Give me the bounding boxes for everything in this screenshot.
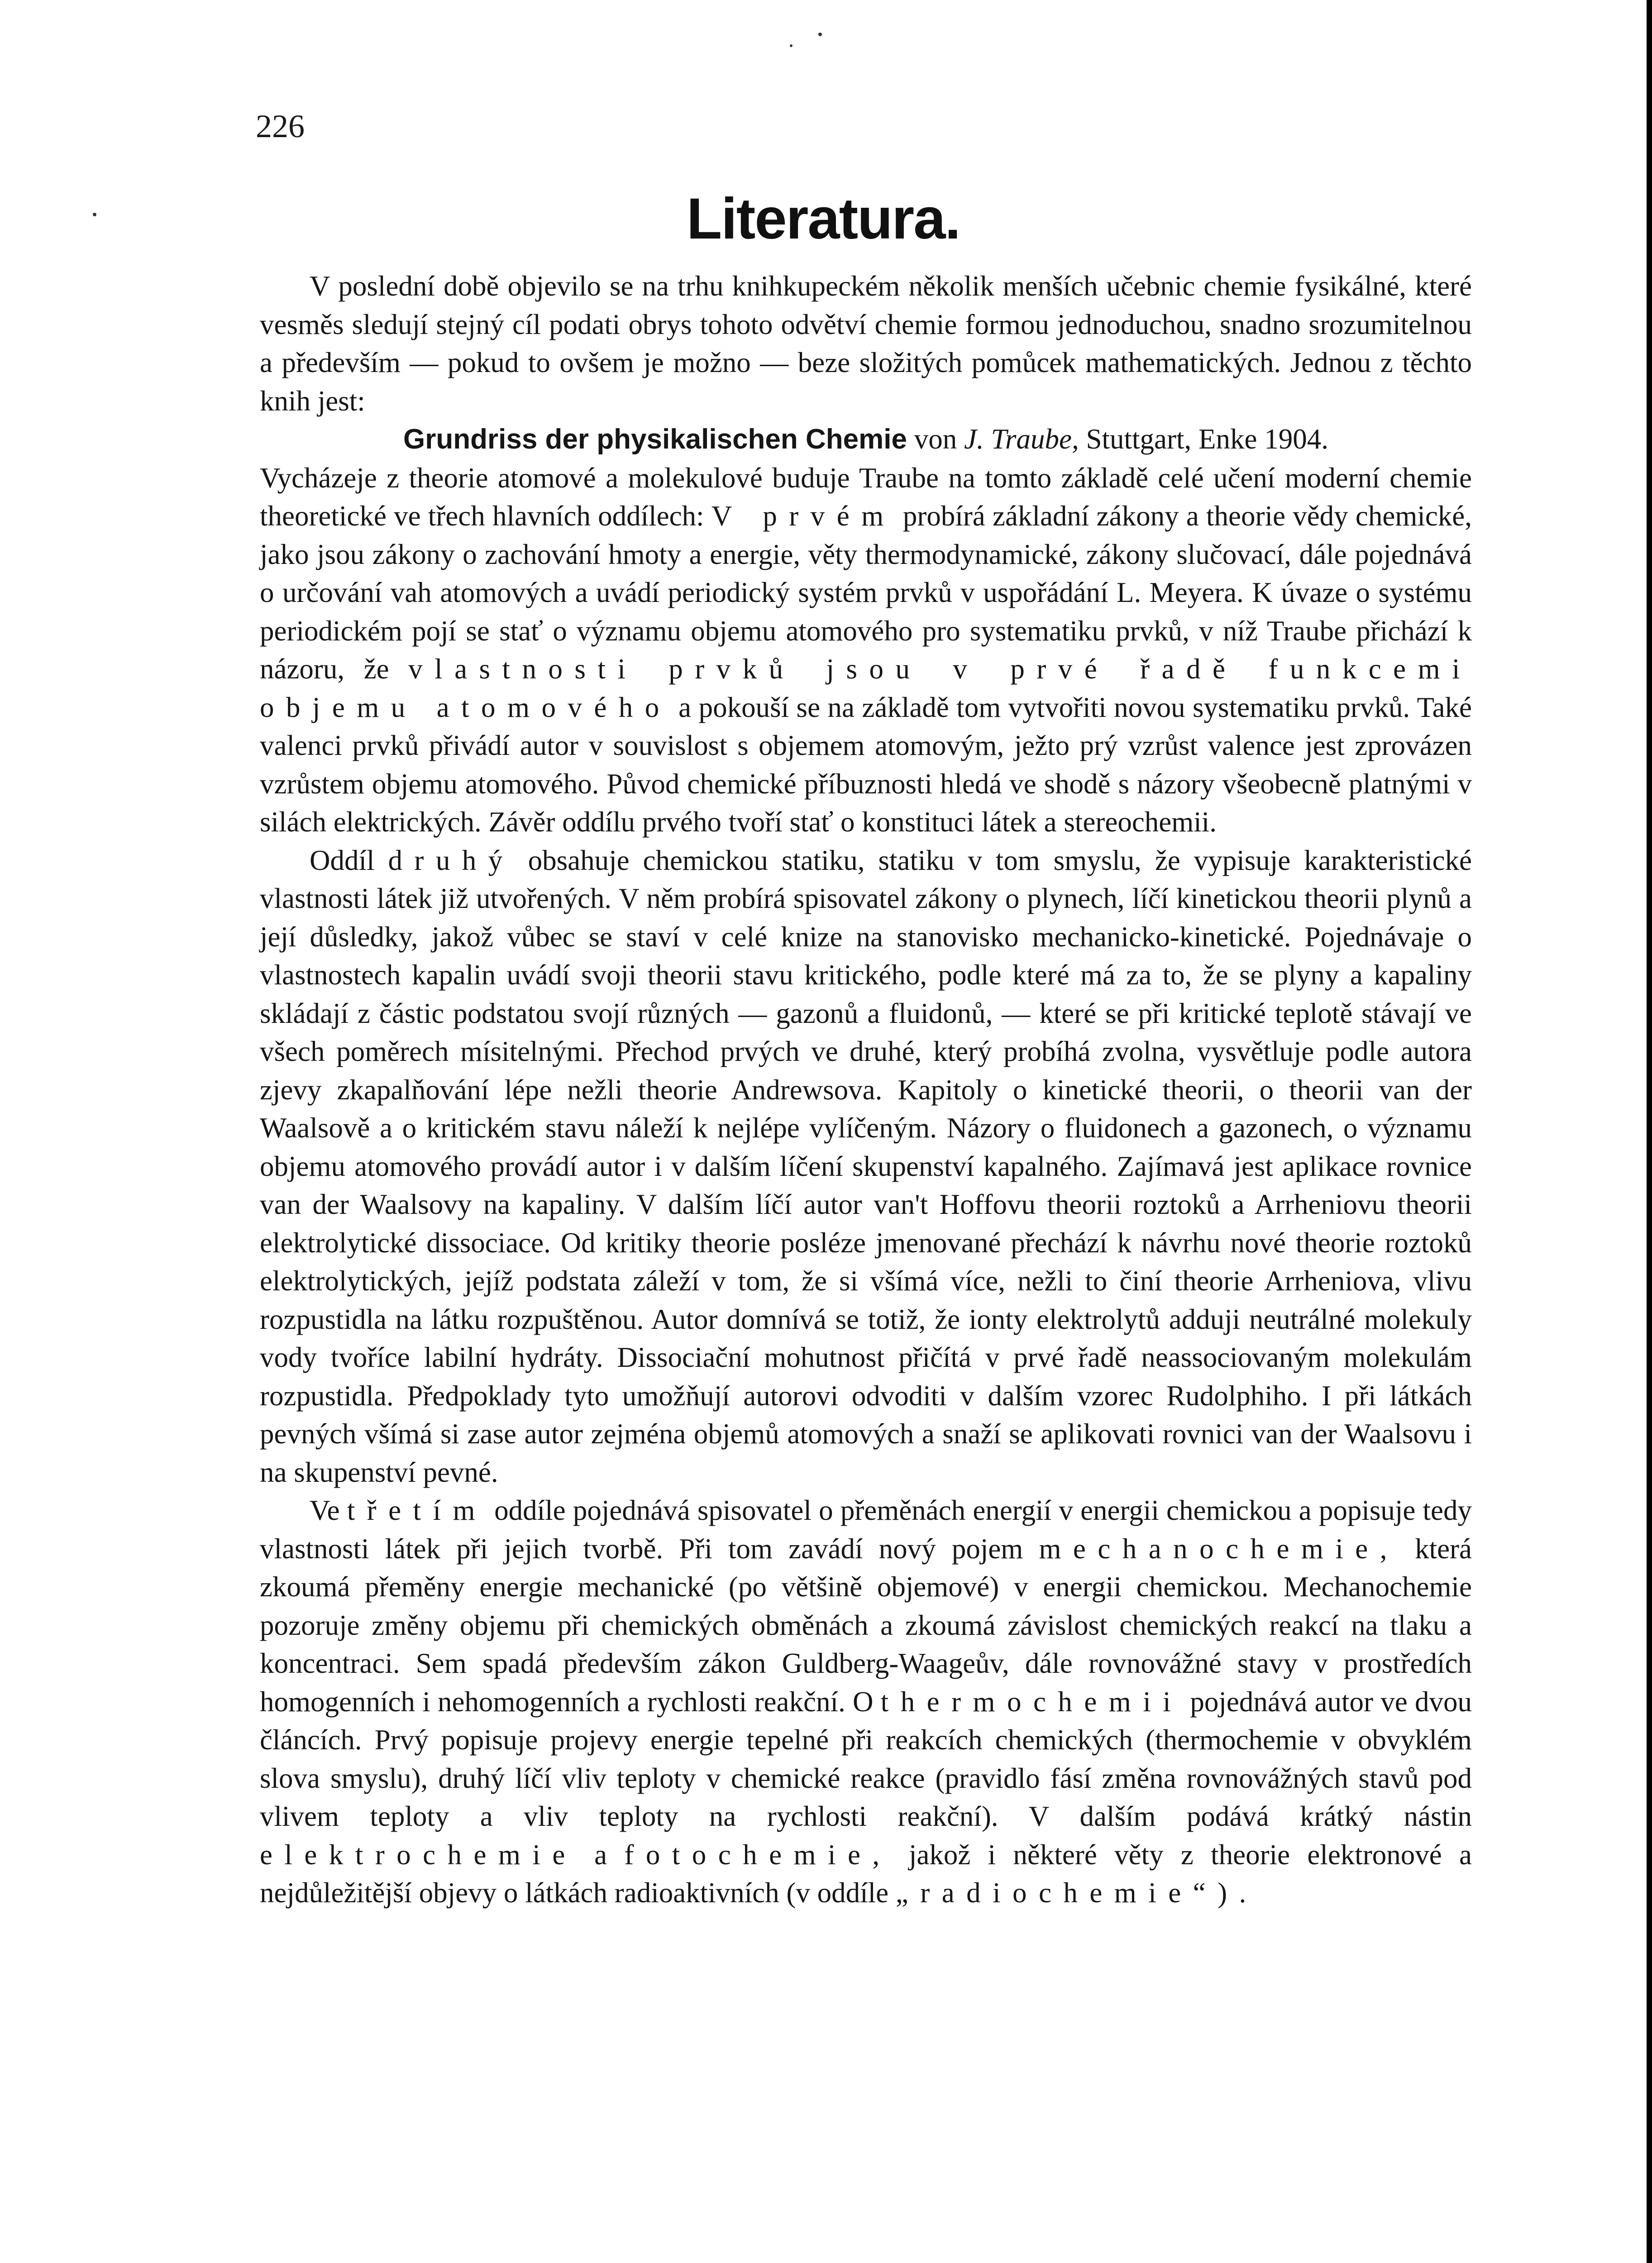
page-number: 226 [256,108,305,144]
spaced-emphasis: druhý [388,844,515,876]
spaced-emphasis: V prvém [711,500,896,532]
text-run: a pokouší se na základě tom vytvořiti novou systematiku prvků. Také valenci prvků přivádí autor v souvislost s objemem atomovým, ježto prý vzrůst valence jest zprovázen vzrůstem objemu atomového. Původ chemické příbuznosti hledá ve shodě s názory všeobecně platnými v silách elektrických. Závěr oddílu prvého tvoří stať o konstituci látek a stereochemii. [260,691,1472,838]
text-run: oddíle pojednává spisovatel o přeměnách energií v energii chemickou a popisuje tedy vlastnosti látek při jejich tvorbě. Při tom zavádí nový pojem [260,1494,1472,1565]
scan-speck [818,33,822,36]
spaced-emphasis: elektrochemie [260,1838,577,1871]
review-paragraph-first-part [260,459,1472,841]
spaced-emphasis: fotochemie, [624,1838,892,1871]
text-run: Oddíl [310,844,375,876]
spaced-emphasis: třetím [347,1494,487,1526]
spaced-emphasis: mechanochemie, [1039,1533,1399,1565]
intro-paragraph: V poslední době objevilo se na trhu knihkupeckém několik menších učebnic chemie fysikálné, které vesměs sledují stejný cíl podati obrys tohoto odvětví chemie formou jednoduchou, snadno srozumitelnou a především — pokud to ovšem je možno — beze složitých pomůcek mathematických. Jednou z těchto knih jest: [260,270,1472,417]
text-run: Ve [310,1494,340,1526]
scan-speck [790,44,793,47]
text-run: která zkoumá přeměny energie mechanické (po většině objemové) v energii chemickou. Mechanochemie pozoruje změny objemu při chemických obměnách a zkoumá závislost chemických reakcí na tlaku a koncentraci. Sem spadá především zákon Guldberg-Waageův, dále rovnovážné stavy v prostředích homogenních i nehomogenních a rychlosti reakční. O [260,1533,1472,1718]
book-publisher: Stuttgart, Enke 1904. [1086,423,1328,455]
book-title: Grundriss der physikalischen Chemie [403,424,907,455]
section-heading: Literatura. [687,186,960,251]
book-author: J. Traube, [964,423,1079,455]
review-paragraph-second-part [260,841,1472,1492]
text-run: pojednává autor ve dvou článcích. Prvý popisuje projevy energie tepelné při reakcích chemických (thermochemie v obvyklém slova smyslu), druhý líčí vliv teploty v chemické reakce (pravidlo fásí změna rovnovážných stavů pod vlivem teploty a vliv teploty na rychlosti reakční). V dalším podává krátký nástin [260,1685,1472,1832]
spaced-emphasis: „radiochemie“). [895,1877,1258,1909]
text-run: obsahuje chemickou statiku, statiku v tom smyslu, že vypisuje karakteristické vlastnosti látek již utvořených. V něm probírá spisovatel zákony o plynech, líčí kinetickou theorii plynů a její důsledky, jakož vůbec se staví v celé knize na stanovisko mechanicko-kinetické. Pojednávaje o vlastnostech kapalin uvádí svoji theorii stavu kritického, podle které má za to, že se plyny a kapaliny skládají z částic podstatou svojí různých — gazonů a fluidonů, — které se při kritické teplotě stávají ve všech poměrech mísitelnými. Přechod prvých ve druhé, který probíhá zvolna, vysvětluje podle autora zjevy zkapalňování lépe nežli theorie Andrewsova. Kapitoly o kinetické theorii, o theorii van der Waalsově a o kritickém stavu náleží k nejlépe vylíčeným. Názory o fluidonech a gazonech, o významu objemu atomového provádí autor i v dalším líčení skupenství kapalného. Zajímavá jest aplikace rovnice van der Waalsovy na kapaliny. V dalším líčí autor van't Hoffovu theorii roztoků a Arrheniovu theorii elektrolytické dissociace. Od kritiky theorie posléze jmenované přechází k návrhu nové theorie roztoků elektrolytických, jejíž podstata záleží v tom, že si všímá více, nežli to činí theorie Arrheniova, vlivu rozpustidla na látku rozpuštěnou. Autor domnívá se totiž, že ionty elektrolytů adduji neutrálné molekuly vody tvoříce labilní hydráty. Dissociační mohutnost přičítá v prvé řadě neassociovaným molekulám rozpustidla. Předpoklady tyto umožňují autorovi odvoditi v dalším vzorec Rudolphiho. I při látkách pevných všímá si zase autor zejména objemů atomových a snaží se aplikovati rovnici van der Waalsovu i na skupenství pevné. [260,844,1472,1488]
spaced-emphasis: vlastnosti prvků jsou v prvé řadě funkcemi objemu atomového [260,653,1472,723]
text-run: probírá základní zákony a theorie vědy chemické, jako jsou zákony o zachování hmoty a energie, věty thermodynamické, zákony slučovací, dále pojednává o určování vah atomových a uvádí periodický systém prvků v uspořádání L. Meyera. K úvaze o systému periodickém pojí se stať o významu objemu atomového pro systematiku prvků, v níž Traube přichází k názoru, že [260,500,1472,685]
text-run: Vycházeje z theorie atomové a molekulové buduje Traube na tomto základě celé učení moderní chemie theoretické ve třech hlavních oddílech: [260,462,1472,532]
spaced-emphasis: thermochemii [880,1685,1183,1718]
text-run: jakož i některé věty z theorie elektronové a nejdůležitější objevy o látkách radioaktivních (v oddíle [260,1838,1472,1909]
review-paragraph-third-part [260,1491,1472,1912]
book-reference [260,420,1472,459]
text-run: a [594,1838,607,1871]
article-body [260,267,1472,1912]
book-von: von [914,423,957,455]
